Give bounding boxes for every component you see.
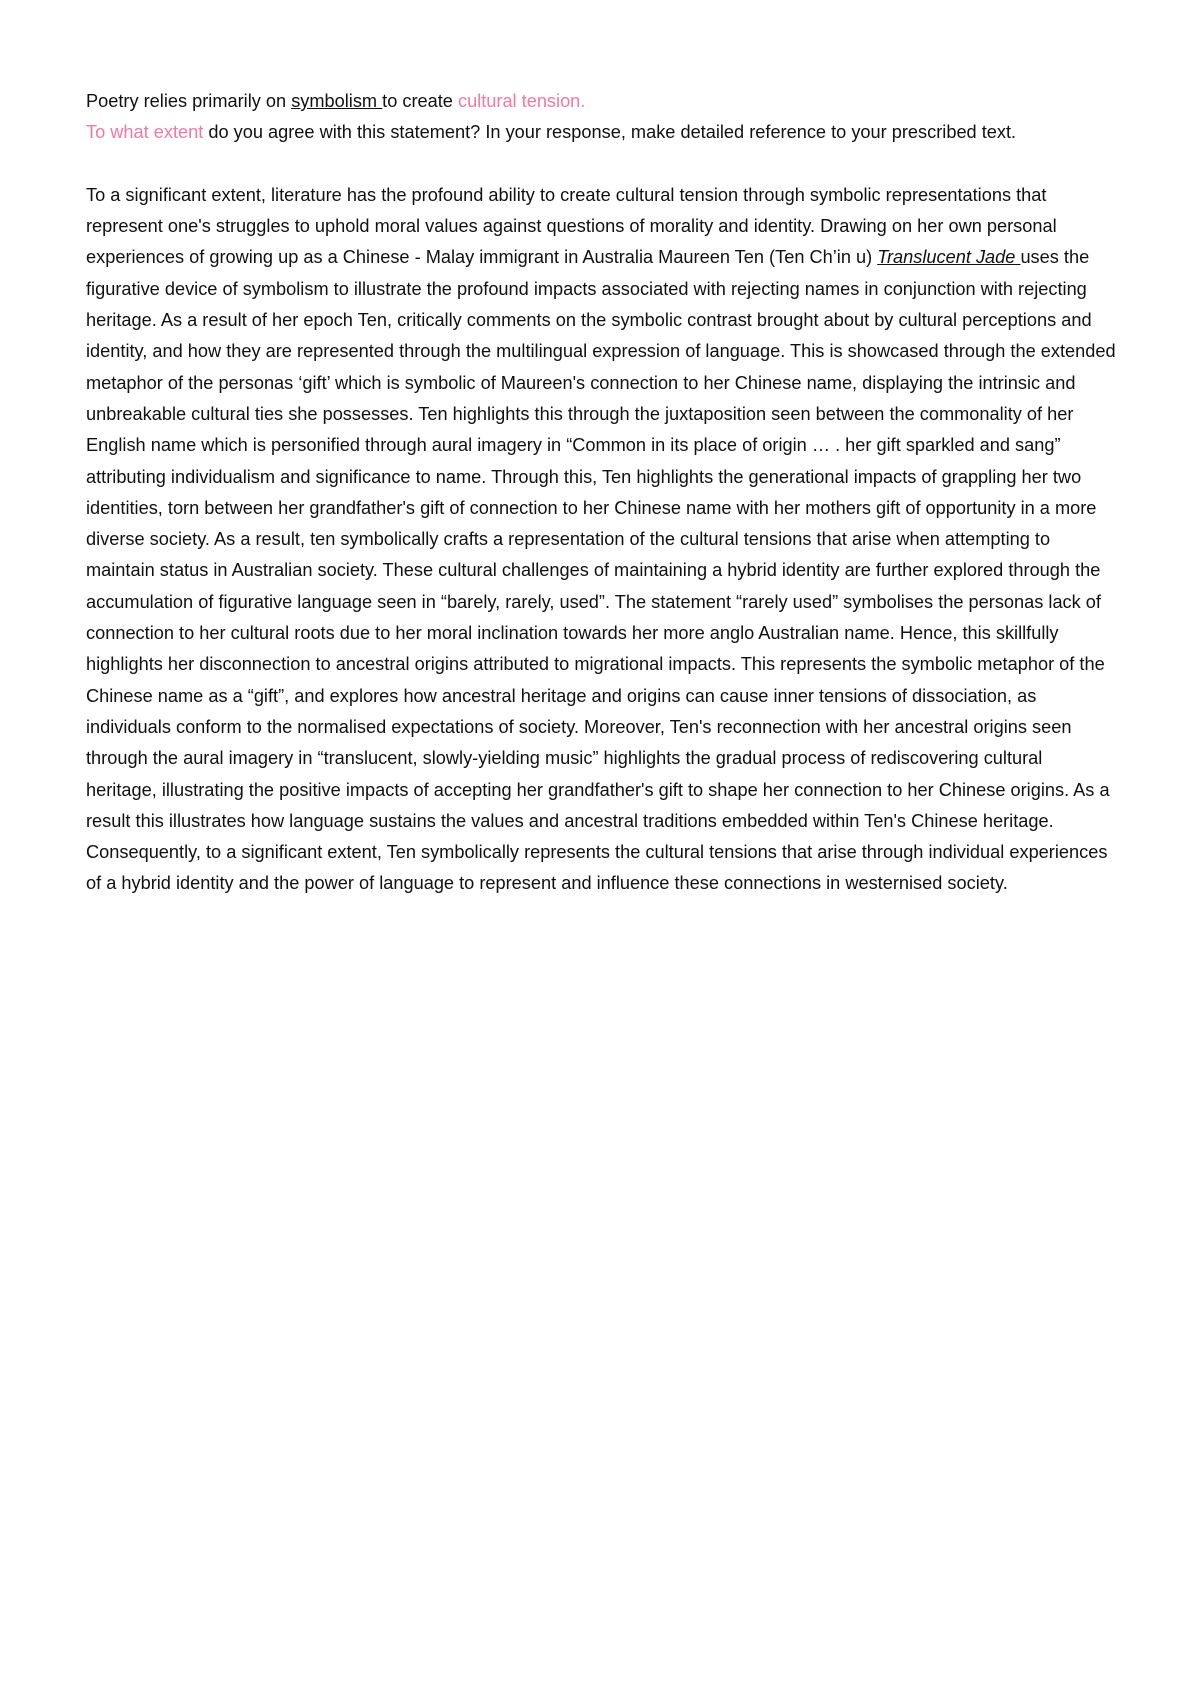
essay-prompt-statement: [86, 86, 1118, 117]
essay-body-paragraph: [86, 180, 1118, 900]
essay-text-body: uses the figurative device of symbolism to illustrate the profound impacts associated with rejecting names in conjunction with rejecting heritage. As a result of her epoch Ten, critically comments on the symbolic contrast brought about by cultural perceptions and identity, and how they are represented through the multilingual expression of language. This is showcased through the extended metaphor of the personas ‘gift’ which is symbolic of Maureen's connection to her Chinese name, displaying the intrinsic and unbreakable cultural ties she possesses. Ten highlights this through the juxtaposition seen between the commonality of her English name which is personified through aural imagery in “Common in its place of origin … . her gift sparkled and sang” attributing individualism and significance to name. Through this, Ten highlights the generational impacts of grappling her two identities, torn between her grandfather's gift of connection to her Chinese name with her mothers gift of opportunity in a more diverse society. As a result, ten symbolically crafts a representation of the cultural tensions that arise when attempting to maintain status in Australian society. These cultural challenges of maintaining a hybrid identity are further explored through the accumulation of figurative language seen in “barely, rarely, used”. The statement “rarely used” symbolises the personas lack of connection to her cultural roots due to her moral inclination towards her more anglo Australian name. Hence, this skillfully highlights her disconnection to ancestral origins attributed to migrational impacts. This represents the symbolic metaphor of the Chinese name as a “gift”, and explores how ancestral heritage and origins can cause inner tensions of dissociation, as individuals conform to the normalised expectations of society. Moreover, Ten's reconnection with her ancestral origins seen through the aural imagery in “translucent, slowly-yielding music” highlights the gradual process of rediscovering cultural heritage, illustrating the positive impacts of accepting her grandfather's gift to shape her connection to her Chinese origins. As a result this illustrates how language sustains the values and ancestral traditions embedded within Ten's Chinese heritage. Consequently, to a significant extent, Ten symbolically represents the cultural tensions that arise through individual experiences of a hybrid identity and the power of language to represent and influence these connections in westernised society.: [86, 247, 1116, 894]
document-page: [86, 86, 1118, 900]
prompt-keyword-symbolism: symbolism: [291, 91, 383, 111]
prompt-highlight-cultural-tension: cultural tension.: [457, 91, 586, 111]
paragraph-gap: [86, 149, 1118, 180]
essay-prompt-question: [86, 117, 1118, 148]
prompt-text: to create: [382, 91, 458, 111]
prescribed-text-title: Translucent Jade: [877, 247, 1021, 268]
prompt-question-text: do you agree with this statement? In your response, make detailed reference to your prescribed text.: [203, 122, 1017, 143]
essay-text-intro: To a significant extent, literature has the profound ability to create cultural tension through symbolic representations that represent one's struggles to uphold moral values against questions of morality and identity. Drawing on her own personal experiences of growing up as a Chinese - Malay immigrant in Australia Maureen Ten (Ten Ch’in u): [86, 184, 1057, 268]
prompt-highlight-to-what-extent: To what extent: [86, 122, 204, 143]
prompt-text: Poetry relies primarily on: [86, 91, 292, 111]
